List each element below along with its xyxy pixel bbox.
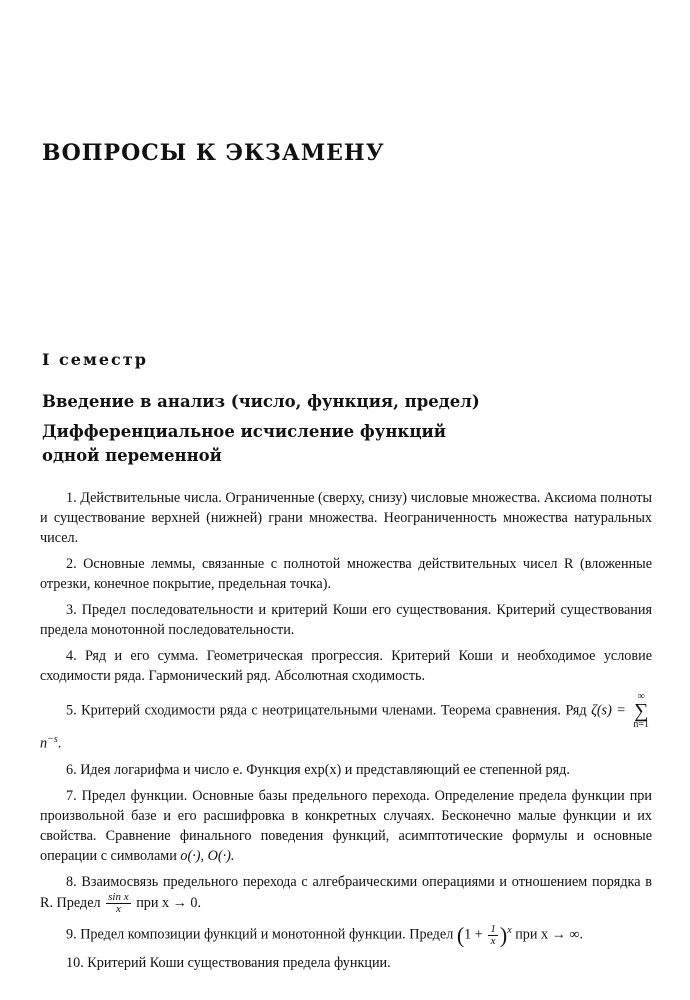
limit-base: 1 + [464, 926, 483, 943]
fraction-denominator: x [490, 934, 496, 947]
question-list [40, 488, 652, 979]
sum-upper-limit: ∞ [637, 691, 645, 702]
sum-lower-limit: n=1 [633, 719, 650, 730]
summation-symbol [633, 692, 649, 730]
fraction-numerator: 1 [490, 922, 496, 935]
sum-term-exponent: −s [47, 734, 58, 745]
sum-term: n [40, 735, 48, 752]
page-title: ВОПРОСЫ К ЭКЗАМЕНУ [42, 140, 385, 166]
question-text: 9. Предел композиции функций и монотонной функции. Предел [66, 926, 454, 943]
sentence-end: . [57, 735, 62, 752]
question-item [40, 921, 652, 947]
fraction-numerator: sin x [108, 890, 129, 903]
question-text: 8. Взаимосвязь предельного перехода с алгебраическими операциями и отношением порядка в R. Предел [40, 873, 652, 911]
fraction-denominator: x [115, 902, 121, 915]
sinx-over-x-fraction [106, 892, 130, 915]
question-text: 5. Критерий сходимости ряда с неотрицательными членами. Теорема сравнения. Ряд [66, 702, 587, 719]
limit-condition: при x → 0. [136, 894, 202, 911]
question-text: 7. Предел функции. Основные базы предельного перехода. Определение предела функции при произвольной базе и его расшифровка в конкретных случаях. Бесконечно малые функции и их свойства. Сравнение финального поведения функций, асимптотические формулы и основные операции с символами [40, 787, 652, 864]
question-item: 3. Предел последовательности и критерий Коши его существования. Критерий существования предела монотонной последовательности. [40, 602, 652, 638]
question-item: 1. Действительные числа. Ограниченные (сверху, снизу) числовые множества. Аксиома полноты и существование верхней (нижней) грани множества. Неограниченность множества натуральных чисел. [40, 490, 652, 546]
question-item: 2. Основные леммы, связанные с полнотой множества действительных чисел R (вложенные отрезки, конечное покрытие, предельная точка). [40, 556, 652, 592]
limit-condition: при x → ∞. [515, 926, 584, 943]
question-item: 10. Критерий Коши существования предела функции. [66, 954, 391, 971]
section-heading-differential-calculus: Дифференциальное исчисление функций одной переменной [42, 422, 446, 465]
little-o-symbol: o(·), [180, 847, 205, 864]
question-item: 6. Идея логарифма и число e. Функция exp(x) и представляющий ее степенной ряд. [66, 761, 570, 778]
question-item [40, 786, 652, 866]
question-item [40, 872, 652, 915]
one-over-x-fraction [488, 924, 498, 947]
limit-exponent: x [507, 924, 512, 936]
question-item [40, 692, 652, 754]
sigma-icon: ∑ [634, 700, 649, 722]
section-heading-intro-analysis: Введение в анализ (число, функция, предел) [42, 392, 480, 411]
big-o-symbol: O(·). [207, 847, 235, 864]
right-paren-icon: ) [499, 922, 508, 948]
semester-heading: I семестр [42, 350, 148, 369]
question-item: 4. Ряд и его сумма. Геометрическая прогрессия. Критерий Коши и необходимое условие сходимости ряда. Гармонический ряд. Абсолютная сходимость. [40, 648, 652, 684]
left-paren-icon: ( [456, 922, 465, 948]
zeta-function-formula: ζ(s) = [591, 702, 626, 719]
